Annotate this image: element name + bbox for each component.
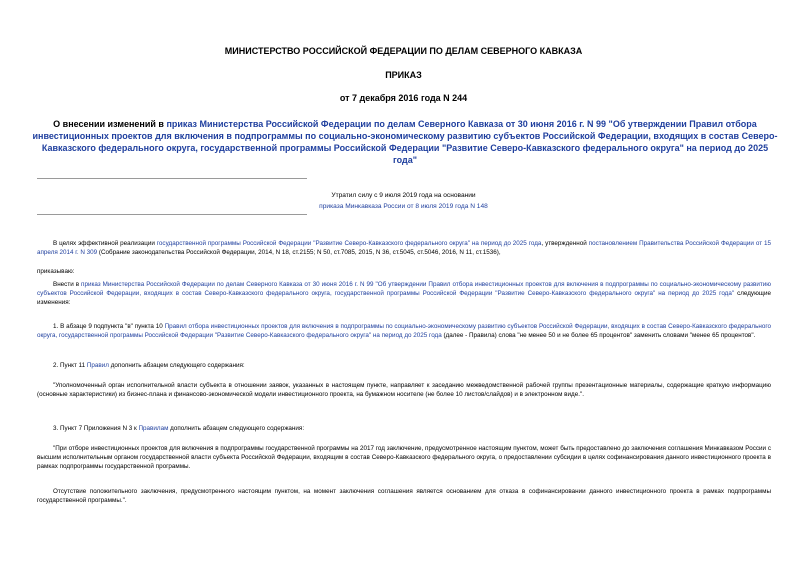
item-1-paragraph: 1. В абзаце 9 подпункта "в" пункта 10 Правил отбора инвестиционных проектов для включения в подпрограммы по социально-экономическому развитию субъектов Российской Федерации, входящих в состав Северо-Кавказского федерального округа, государственной программы Российской Федерации "Развитие Северо-Кавказского федерального округа" на период до 2025 года (далее - Правила) слова "не менее 50 и не более 65 процентов" заменить словами "менее 65 процентов". [37, 323, 772, 339]
government-decree-link[interactable]: постановлением Правительства Российской Федерации от 15 апреля 2014 г. N 309 [37, 240, 771, 256]
rules-link[interactable]: Правил отбора инвестиционных проектов для включения в подпрограммы по социально-экономическому развитию субъектов Российской Федерации, входящих в состав Северо-Кавказского федерального округа, государственной программы Российской Федерации "Развитие Северо-Кавказского федерального округа" на период до 2025 года [37, 323, 772, 339]
amended-order-link[interactable]: приказ Министерства Российской Федерации по делам Северного Кавказа от 30 июня 2016 г. N 99 "Об утверждении Правил отбора инвестиционных проектов для включения в подпрограммы по социально-экономическому развитию субъектов Российской Федерации, входящих в состав Северо-Кавказского федерального округа, государственной программы Российской Федерации "Развитие Северо-Кавказского федерального округа" на период до 2025 года" [37, 281, 771, 297]
divider-bottom [37, 214, 307, 215]
title-link[interactable]: приказ Министерства Российской Федерации по делам Северного Кавказа от 30 июня 2016 г. N 99 "Об утверждении Правил отбора инвестиционных проектов для включения в подпрограммы по социально-экономическому развитию субъектов Российской Федерации, входящих в состав Северо-Кавказского федерального округа, государственной программы Российской Федерации "Развитие Северо-Кавказского федерального округа" на период до 2025 года" [32, 119, 778, 165]
item-2-paragraph: 2. Пункт 11 Правил дополнить абзацем следующего содержания: [53, 362, 245, 369]
ministry-heading: МИНИСТЕРСТВО РОССИЙСКОЙ ФЕДЕРАЦИИ ПО ДЕЛАМ СЕВЕРНОГО КАВКАЗА [224, 46, 583, 56]
order-word: приказываю: [37, 268, 75, 275]
repeal-note [0, 190, 807, 212]
document-type: ПРИКАЗ [385, 70, 422, 80]
quote-1-paragraph: "Уполномоченный орган исполнительной власти субъекта в отношении заявок, указанных в настоящем пункте, направляет к заседанию межведомственной рабочей группы презентационные материалы, содержащие краткую информацию (основные характеристики) из бизнес-плана и финансово-экономической модели инвестиционного проекта, на бумажном носителе (не более 10 листов/слайдов) и в электронном виде.". [37, 382, 771, 398]
rules-link-2[interactable]: Правил [86, 362, 109, 369]
document-date: от 7 декабря 2016 года N 244 [339, 93, 468, 103]
quote-3-paragraph: Отсутствие положительного заключения, предусмотренного настоящим пунктом, на момент заключения соглашения является основанием для отказа в софинансировании данного инвестиционного проекта в рамках подпрограммы государственной программы.". [37, 488, 771, 504]
repeal-note-text: Утратил силу с 9 июля 2019 года на основании [331, 192, 476, 199]
preamble-paragraph: В целях эффективной реализации государственной программы Российской Федерации "Развитие Северо-Кавказского федерального округа" на период до 2025 года, утвержденной постановлением Правительства Российской Федерации от 15 апреля 2014 г. N 309 (Собрание законодательства Российской Федерации, 2014, N 18, ст.2155; N 50, ст.7085, 2015, N 36, ст.5045, ст.5046, 2016, N 11, ст.1536), [37, 240, 771, 256]
title-prefix: О внесении изменений в [53, 119, 167, 129]
document-title [30, 118, 780, 166]
intro-paragraph: Внести в приказ Министерства Российской Федерации по делам Северного Кавказа от 30 июня 2016 г. N 99 "Об утверждении Правил отбора инвестиционных проектов для включения в подпрограммы по социально-экономическому развитию субъектов Российской Федерации, входящих в состав Северо-Кавказского федерального округа, государственной программы Российской Федерации "Развитие Северо-Кавказского федерального округа" на период до 2025 года" следующие изменения: [37, 281, 771, 306]
divider-top [37, 178, 307, 179]
state-program-link[interactable]: государственной программы Российской Федерации "Развитие Северо-Кавказского федерального округа" на период до 2025 года [156, 240, 542, 247]
quote-2-paragraph: "При отборе инвестиционных проектов для включения в подпрограммы государственной программы на 2017 год заключение, предусмотренное настоящим пунктом, может быть предоставлено до заключения соглашения Минкавказом России с высшим исполнительным органом государственной власти субъекта Российской Федерации, входящим в состав Северо-Кавказского федерального округа, о предоставлении субсидии в целях софинансирования данного инвестиционного проекта в рамках подпрограммы государственной программы. [37, 445, 771, 470]
item-3-paragraph: 3. Пункт 7 Приложения N 3 к Правилам дополнить абзацем следующего содержания: [53, 425, 305, 432]
rules-link-3[interactable]: Правилам [138, 425, 169, 432]
repeal-note-link[interactable]: приказа Минкавказа России от 8 июля 2019 года N 148 [319, 203, 488, 210]
